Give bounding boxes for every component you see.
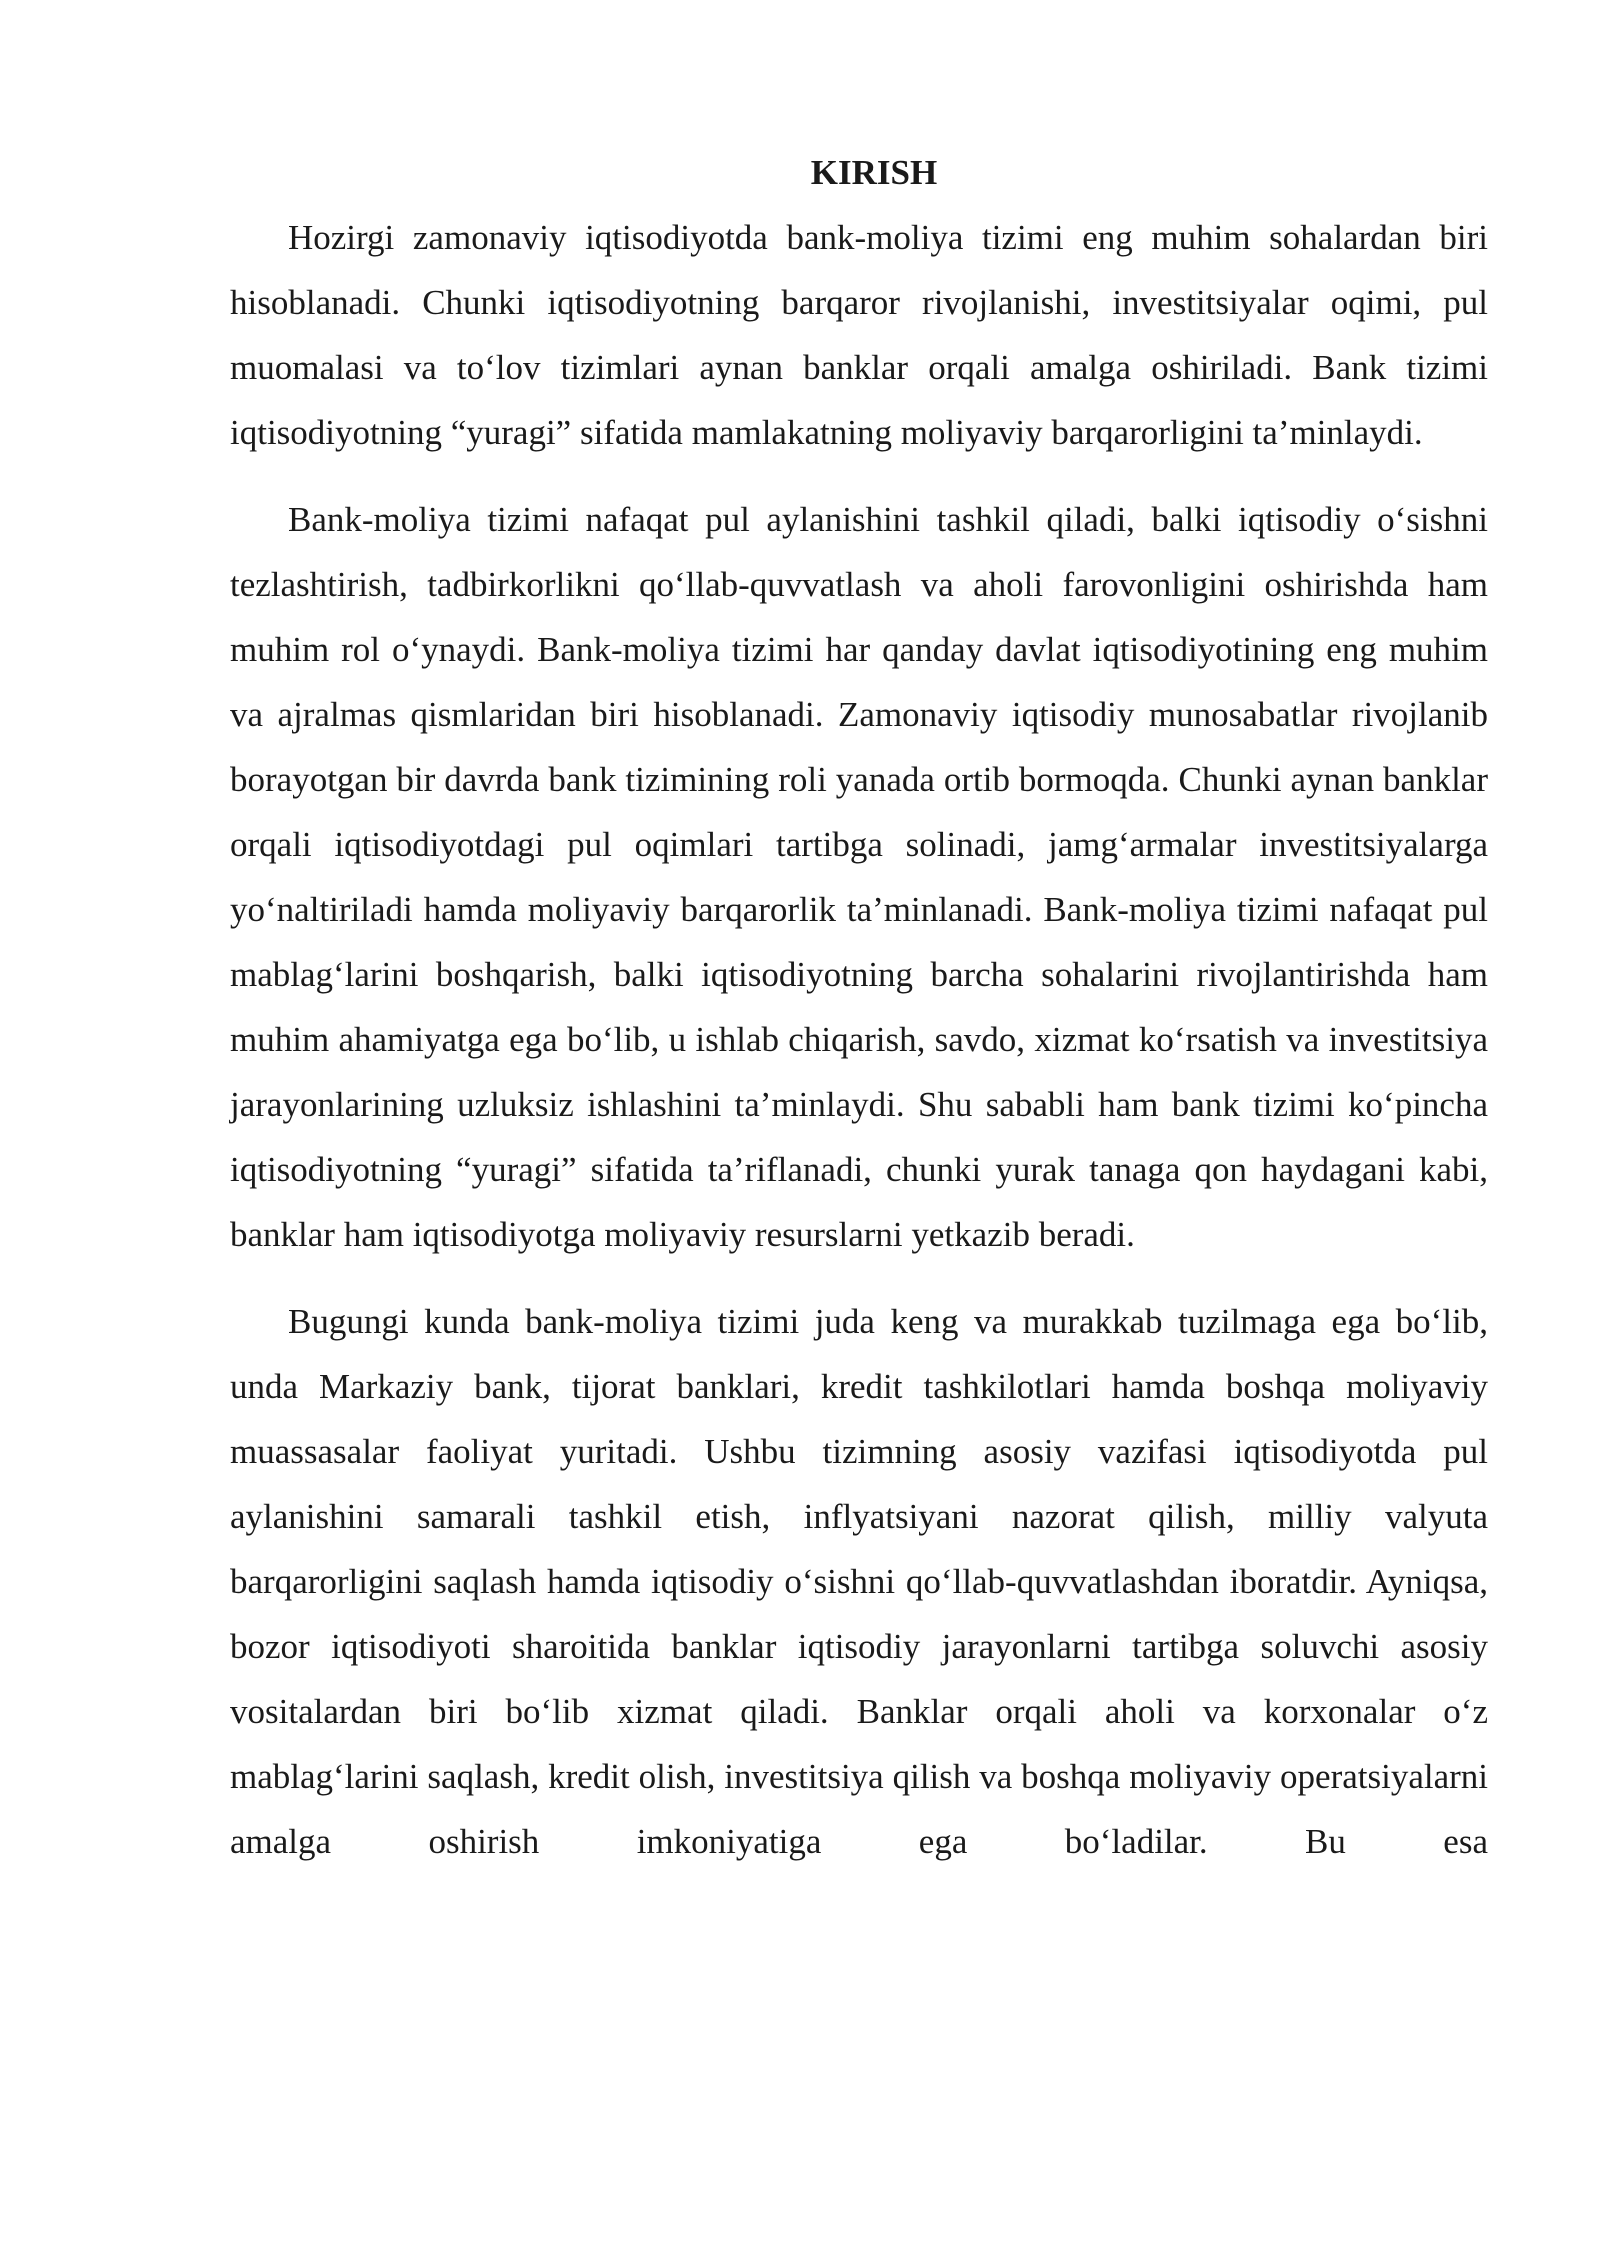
paragraph-2: Bank-moliya tizimi nafaqat pul aylanishini tashkil qiladi, balki iqtisodiy o‘sishni tezlashtirish, tadbirkorlikni qo‘llab-quvvatlash va aholi farovonligini oshirishda ham muhim rol o‘ynaydi. Bank-moliya tizimi har qanday davlat iqtisodiyotining eng muhim va ajralmas qismlaridan biri hisoblanadi. Zamonaviy iqtisodiy munosabatlar rivojlanib borayotgan bir davrda bank tizimining roli yanada ortib bormoqda. Chunki aynan banklar orqali iqtisodiyotdagi pul oqimlari tartibga solinadi, jamg‘armalar investitsiyalarga yo‘naltiriladi hamda moliyaviy barqarorlik ta’minlanadi. Bank-moliya tizimi nafaqat pul mablag‘larini boshqarish, balki iqtisodiyotning barcha sohalarini rivojlantirishda ham muhim ahamiyatga ega bo‘lib, u ishlab chiqarish, savdo, xizmat ko‘rsatish va investitsiya jarayonlarining uzluksiz ishlashini ta’minlaydi. Shu sababli ham bank tizimi ko‘pincha iqtisodiyotning “yuragi” sifatida ta’riflanadi, chunki yurak tanaga qon haydagani kabi, banklar ham iqtisodiyotga moliyaviy resurslarni yetkazib beradi. [230, 500, 1488, 1254]
paragraph-3: Bugungi kunda bank-moliya tizimi juda keng va murakkab tuzilmaga ega bo‘lib, unda Markaziy bank, tijorat banklari, kredit tashkilotlari hamda boshqa moliyaviy muassasalar faoliyat yuritadi. Ushbu tizimning asosiy vazifasi iqtisodiyotda pul aylanishini samarali tashkil etish, inflyatsiyani nazorat qilish, milliy valyuta barqarorligini saqlash hamda iqtisodiy o‘sishni qo‘llab-quvvatlashdan iboratdir. Ayniqsa, bozor iqtisodiyoti sharoitida banklar iqtisodiy jarayonlarni tartibga soluvchi asosiy vositalardan biri bo‘lib xizmat qiladi. Banklar orqali aholi va korxonalar o‘z mablag‘larini saqlash, kredit olish, investitsiya qilish va boshqa moliyaviy operatsiyalarni amalga oshirish imkoniyatiga ega bo‘ladilar. Bu esa [230, 1302, 1488, 1861]
document-page [230, 140, 1488, 1896]
page-title: KIRISH [810, 153, 938, 192]
paragraph-1: Hozirgi zamonaviy iqtisodiyotda bank-moliya tizimi eng muhim sohalardan biri hisoblanadi. Chunki iqtisodiyotning barqaror rivojlanishi, investitsiyalar oqimi, pul muomalasi va to‘lov tizimlari aynan banklar orqali amalga oshiriladi. Bank tizimi iqtisodiyotning “yuragi” sifatida mamlakatning moliyaviy barqarorligini ta’minlaydi. [230, 218, 1488, 452]
